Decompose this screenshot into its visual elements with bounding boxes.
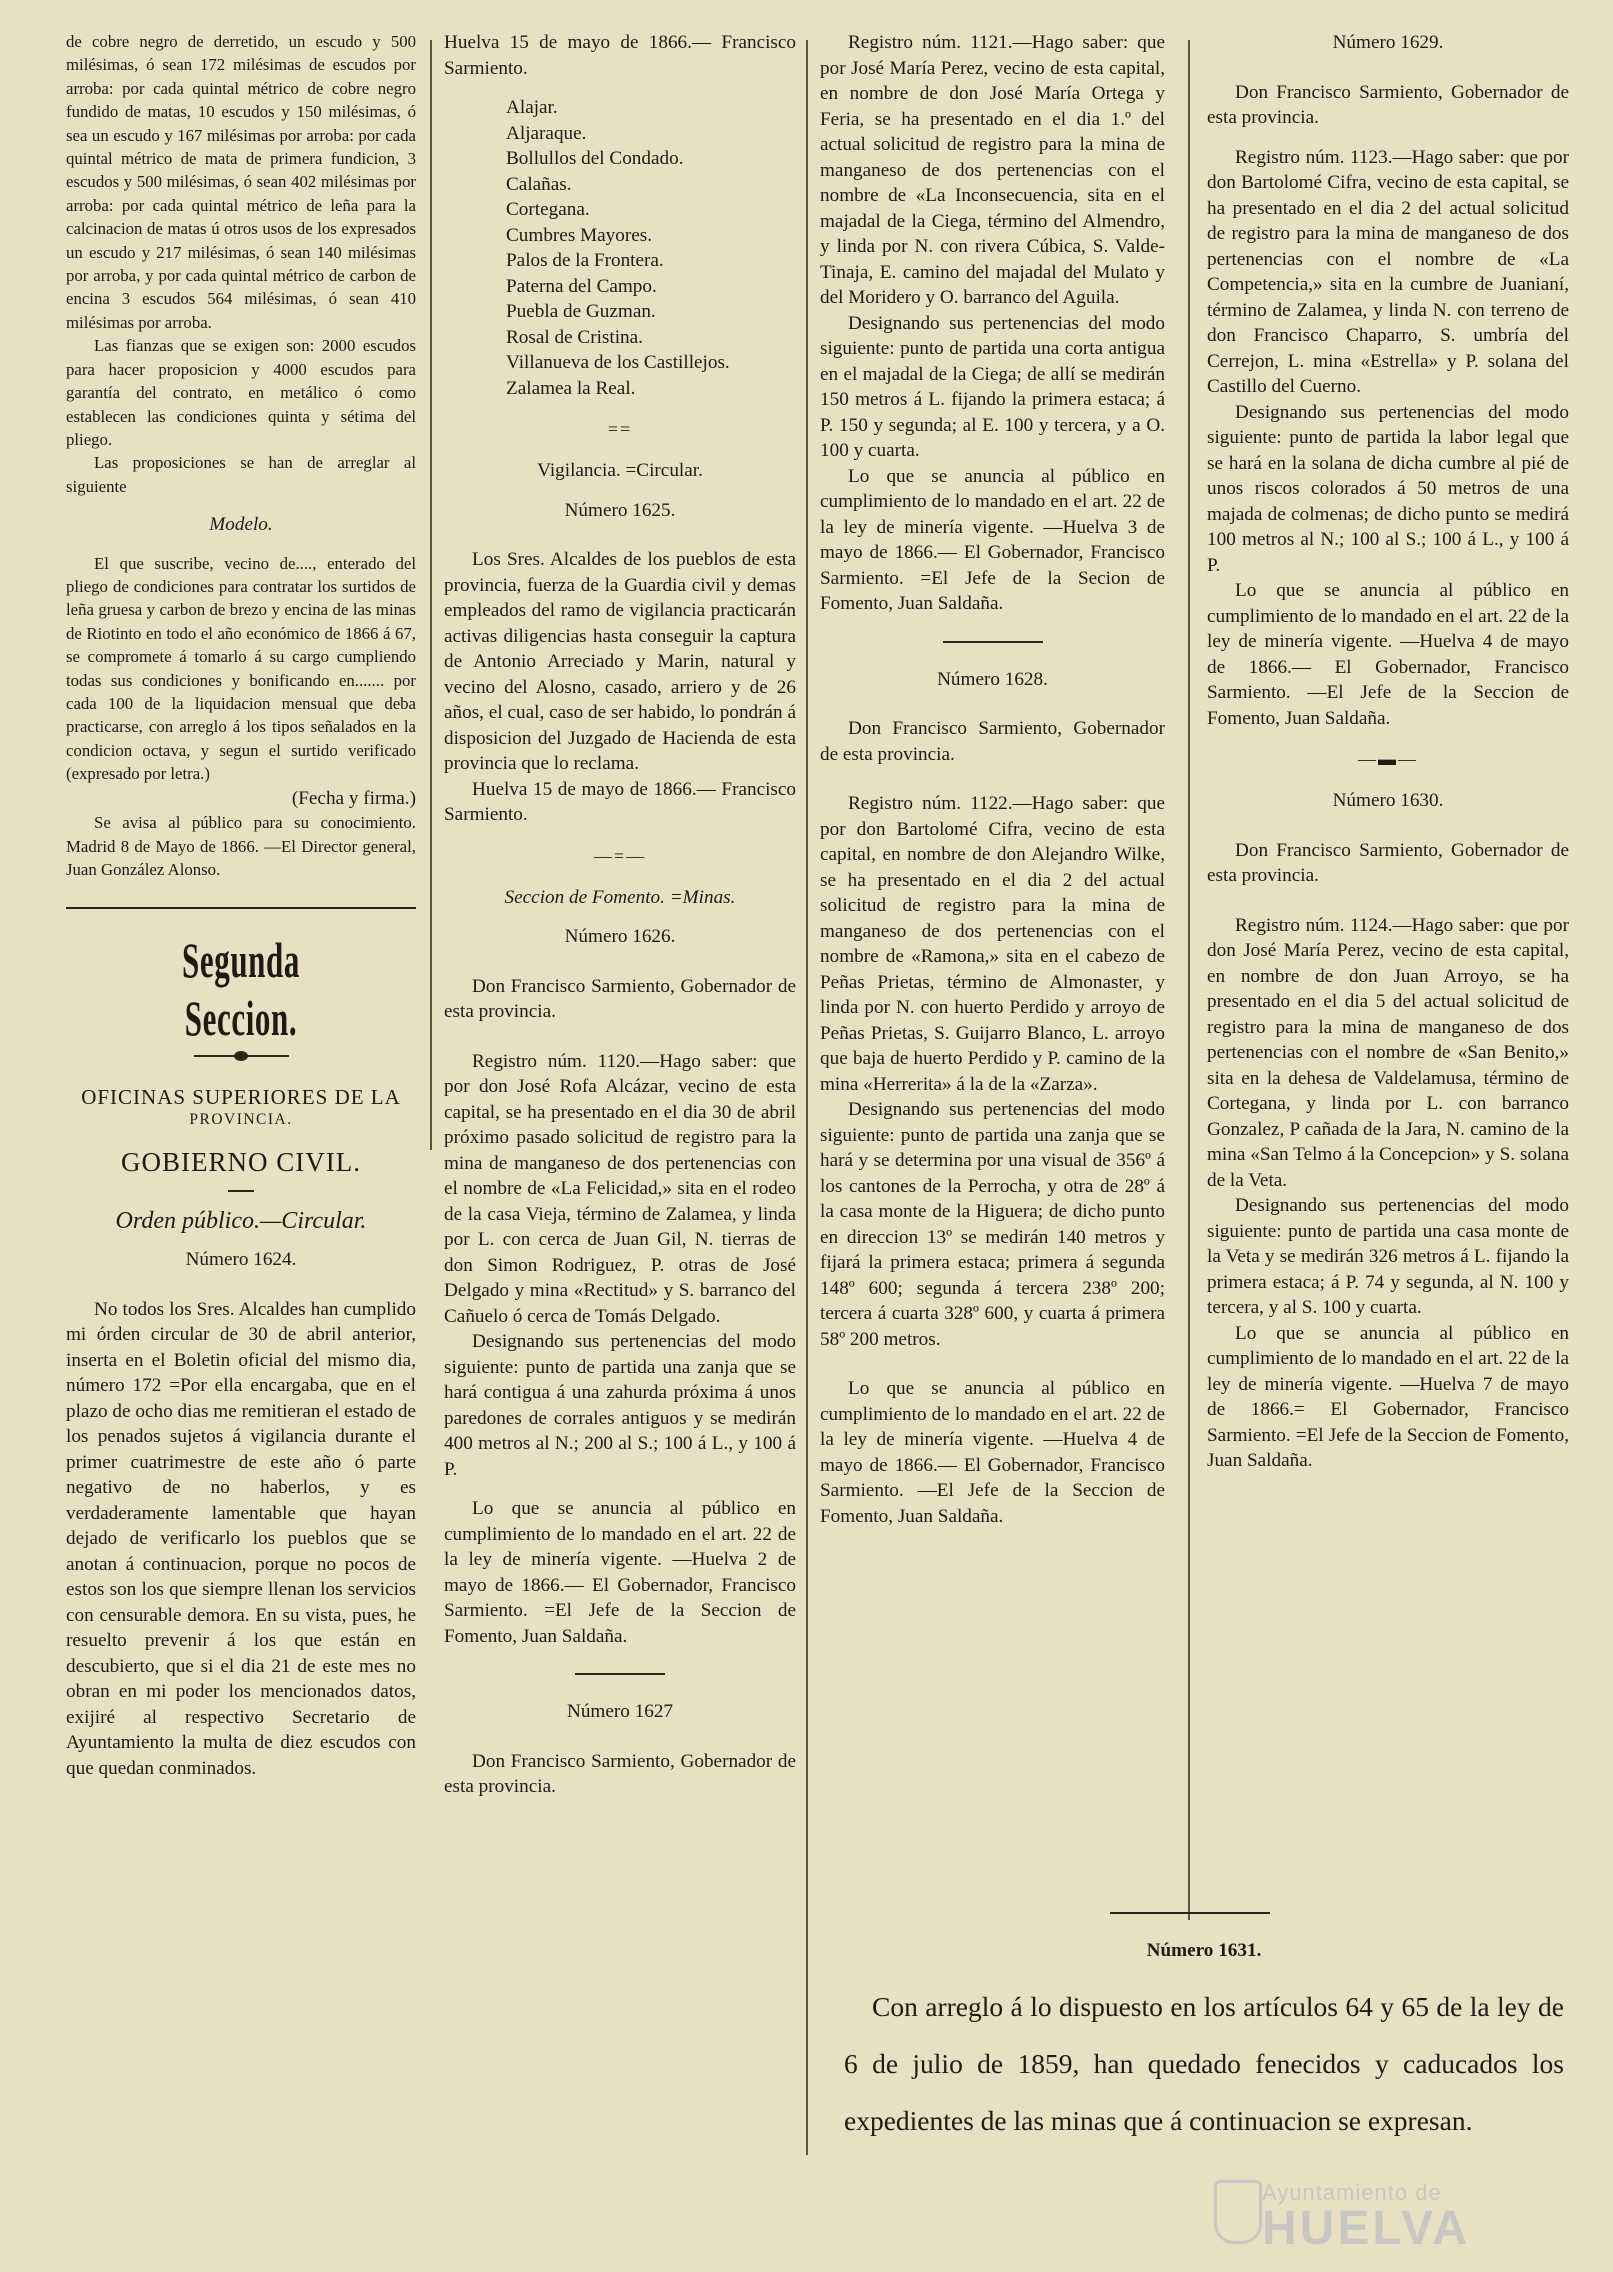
divider: [575, 1673, 665, 1675]
column-rule: [1188, 40, 1190, 1920]
gobernador-1626: Don Francisco Sarmiento, Gobernador de esta provincia.: [444, 975, 796, 1022]
numero-1629: Número 1629.: [1332, 32, 1444, 53]
anuncia-1124: Lo que se anuncia al público en cumplimiento de lo mandado en el art. 22 de la ley de minería vigente. —Huelva 7 de mayo de 1866.= El Gobernador, Francisco Sarmiento. =El Jefe de la Seccion de Fomento, Juan Saldaña.: [1207, 1322, 1569, 1471]
numero-1624: Número 1624.: [185, 1249, 297, 1271]
town-list-item: Cortegana.: [506, 199, 590, 220]
notice-1631: [844, 1938, 1564, 2149]
firma-1624: Huelva 15 de mayo de 1866.— Francisco Sarmiento.: [444, 32, 796, 79]
watermark: [1262, 2180, 1471, 2255]
oficinas-heading: OFICINAS SUPERIORES DE LA: [81, 1085, 401, 1110]
firma-1625: Huelva 15 de mayo de 1866.— Francisco Sarmiento.: [444, 778, 796, 825]
town-list-item: Puebla de Guzman.: [506, 301, 656, 322]
registro-1121: Registro núm. 1121.—Hago saber: que por José María Perez, vecino de esta capital, en nombre de don José María Ortega y Feria, se ha presentado en el dia 1.º del actual solicitud de registro para la mina de manganeso de dos pertenencias con el nombre de «La Inconsecuencia, sita en el majadal de la Ciega, término del Almendro, y linda por N. con rivera Cúbica, S. Valde-Tinaja, E. camino del majadal del Mulato y del Moridero y O. barranco del Aguila.: [820, 32, 1165, 308]
column-2: [444, 30, 796, 1800]
town-list-item: Palos de la Frontera.: [506, 250, 664, 271]
proposiciones-text: Las proposiciones se han de arreglar al siguiente: [66, 453, 416, 496]
anuncia-1123: Lo que se anuncia al público en cumplimiento de lo mandado en el art. 22 de la ley de minería vigente. —Huelva 4 de mayo de 1866.— El Gobernador, Francisco Sarmiento. —El Jefe de la Seccion de Fomento, Juan Saldaña.: [1207, 580, 1569, 729]
town-list-item: Zalamea la Real.: [506, 377, 636, 399]
designando-1120: Designando sus pertenencias del modo siguiente: punto de partida una zanja que se hará contigua á una zahurda próxima á unos paredones de corrales antiguos y se medirán 400 metros al N.; 200 al S.; 100 á L., y 100 á P.: [444, 1331, 796, 1480]
short-rule: [228, 1190, 254, 1192]
gobernador-1629: Don Francisco Sarmiento, Gobernador de esta provincia.: [1207, 81, 1569, 128]
column-3: [820, 30, 1165, 1529]
gobierno-heading: GOBIERNO CIVIL.: [121, 1147, 361, 1178]
fecha-firma: (Fecha y firma.): [291, 787, 416, 809]
town-list-item: Aljaraque.: [506, 122, 587, 144]
numero-1630: Número 1630.: [1332, 790, 1444, 811]
town-list-item: Alajar.: [506, 97, 558, 118]
column-4: [1207, 30, 1569, 1474]
divider: [943, 641, 1043, 643]
registro-1123: Registro núm. 1123.—Hago saber: que por don Bartolomé Cifra, vecino de esta capital, se ha presentado en el dia 2 del actual solicitud de registro para la mina de manganeso de dos pertenencias con el nombre de «La Competencia,» sita en la cumbre de Juanianí, término de Zalamea, y linda N. con terreno de don Francisco Chaparro, S. umbría del Cerrejon, L. mina «Estrella» y P. solana del Castillo del Cuerno.: [1207, 146, 1569, 397]
town-list-item: Villanueva de los Castillejos.: [506, 352, 730, 373]
town-list-item: Paterna del Campo.: [506, 275, 657, 297]
designando-1123: Designando sus pertenencias del modo siguiente: punto de partida la labor legal que se hará en la solana de dicha cumbre al pié de unos riscos colorados á 50 metros de una majada de colmenas; de dicho punto se medirá 100 metros al N.; 100 al S.; 100 á L., y 100 á P.: [1207, 401, 1569, 576]
designando-1124: Designando sus pertenencias del modo siguiente: punto de partida una casa monte de la Veta y se medirán 326 metros á L. fijando la primera estaca; á P. 74 y segunda, al N. 100 y tercera, y al S. 100 y cuarta.: [1207, 1195, 1569, 1318]
modelo-text: El que suscribe, vecino de...., enterado del pliego de condiciones para contratar los surtidos de leña gruesa y carbon de brezo y encina de las minas de Riotinto en todo el año económico de 1866 á 67, se compromete á tomarlo á su cargo cumpliendo todas sus condiciones y bonificando en....... por cada 100 de la liquidacion mensual que deba practicarse, con arreglo á los tipos señalados en la condicion octava, y segun el surtido verificado (expresado por letra.): [66, 553, 416, 784]
watermark-main: HUELVA: [1262, 2202, 1471, 2255]
town-list-item: Cumbres Mayores.: [506, 224, 653, 246]
section-title: Segunda Seccion.: [181, 932, 301, 1047]
watermark-top: Ayuntamiento de: [1262, 2180, 1442, 2205]
vigilancia-heading: Vigilancia. =Circular.: [537, 460, 703, 481]
texto-1625: Los Sres. Alcaldes de los pueblos de esta provincia, fuerza de la Guardia civil y demas empleados del ramo de vigilancia practicarán activas diligencias hasta conseguir la captura de Antonio Arreciado y Marin, natural y vecino del Alosno, casado, arriero y de 26 años, el cual, caso de ser habido, lo pondrán á disposicion del Juzgado de Hacienda de esta provincia que lo reclama.: [444, 549, 796, 774]
column-rule: [430, 40, 432, 1150]
gobernador-1627: Don Francisco Sarmiento, Gobernador de esta provincia.: [444, 1750, 796, 1797]
tarifa-text: de cobre negro de derretido, un escudo y 500 milésimas, ó sean 172 milésimas de escudos por arroba: por cada quintal métrico de cobre negro fundido de matas, 10 escudos y 150 milésimas, ó sea un escudo y 167 milésimas por arroba: por cada quintal métrico de mata de primera fundicion, 3 escudos y 500 milésimas, ó sean 402 milésimas por arroba: por cada quintal métrico de leña para la calcinacion de matas ú otros usos de los expresados un escudo y 217 milésimas, ó sean 140 milésimas por arroba, y por cada quintal métrico de carbon de encina 3 escudos 564 milésimas, ó sean 410 milésimas por arroba.: [66, 32, 416, 332]
separator: —=—: [593, 845, 647, 866]
column-1: [66, 30, 416, 1781]
numero-1626: Número 1626.: [564, 926, 676, 947]
provincia-heading: PROVINCIA.: [189, 1111, 293, 1129]
divider: [1110, 1912, 1270, 1914]
texto-1624: No todos los Sres. Alcaldes han cumplido mi órden circular de 30 de abril anterior, inserta en el Boletin oficial del mismo dia, número 172 =Por ella encargaba, que en el plazo de ocho dias me remitieran el estado de los penados sujetos á vigilancia durante el primer cuatrimestre de este año ó parte negativo de no haberlos, y es verdaderamente lamentable que hayan dejado de verificarlo los pueblos que se anotan á continuacion, porque no pocos de estos son los que siempre llenan los servicios con censurable demora. En su vista, pues, he resuelto prevenir á los que están en descubierto, que si el dia 21 de este mes no obran en mi poder los mencionados datos, exijiré al respectivo Secretario de Ayuntamiento la multa de diez escudos con que quedan conminados.: [66, 1298, 416, 1779]
separator: —▬—: [1358, 749, 1418, 769]
numero-1628: Número 1628.: [937, 668, 1048, 690]
fianzas-text: Las fianzas que se exigen son: 2000 escudos para hacer proposicion y 4000 escudos para garantía del contrato, en metálico ó como establecen las condiciones quinta y sétima del pliego.: [66, 336, 416, 449]
registro-1124: Registro núm. 1124.—Hago saber: que por don José María Perez, vecino de esta capital, en nombre de don Juan Arroyo, se ha presentado en el dia 5 del actual solicitud de registro para la mina de manganeso de dos pertenencias con el nombre de «San Benito,» sita en la dehesa de Valdelamusa, término de Cortegana, y linda por L. con barranco Gonzalez, P cañada de la Jara, N. camino de la mina «San Telmo á la Concepcion» y S. solana de la Veta.: [1207, 914, 1569, 1191]
numero-1627: Número 1627: [566, 1701, 674, 1722]
texto-1631: Con arreglo á lo dispuesto en los artículos 64 y 65 de la ley de 6 de julio de 1859, han quedado fenecidos y caducados los expedientes de las minas que á continuacion se expresan.: [844, 1990, 1564, 2136]
orden-heading: Orden público.—Circular.: [115, 1208, 367, 1235]
town-list-item: Rosal de Cristina.: [506, 326, 643, 348]
registro-1120: Registro núm. 1120.—Hago saber: que por don José Rofa Alcázar, vecino de esta capital, se ha presentado en el dia 30 de abril próximo pasado solicitud de registro para la mina de manganeso de dos pertenencias con el nombre de «La Felicidad,» sita en el rodeo de la casa Vieja, término de Zalamea, y linda por L. con cerca de Juan Gil, N. tierras de don Simon Rodriguez, P. otras de José Delgado y mina «Rectitud» y S. barranco del Cañuelo ó cerca de Tomás Delgado.: [444, 1050, 796, 1327]
gobernador-1628: Don Francisco Sarmiento, Gobernador de esta provincia.: [820, 718, 1165, 765]
town-list-item: Bollullos del Condado.: [506, 148, 684, 169]
city-seal-icon: [1214, 2180, 1262, 2244]
column-rule: [806, 40, 808, 2155]
designando-1121: Designando sus pertenencias del modo siguiente: punto de partida una corta antigua en el majadal de la Ciega; de allí se medirán 150 metros á L. fijando la primera estaca; á P. 150 y segunda; al E. 100 y tercera, y a O. 100 y cuarta.: [820, 312, 1165, 461]
numero-1631: Número 1631.: [1146, 1940, 1262, 1961]
fomento-heading: Seccion de Fomento. =Minas.: [504, 886, 736, 908]
gobernador-1630: Don Francisco Sarmiento, Gobernador de esta provincia.: [1207, 839, 1569, 886]
registro-1122: Registro núm. 1122.—Hago saber: que por don Bartolomé Cifra, vecino de esta capital, en nombre de don Alejandro Wilke, se ha presentado en el dia 2 del actual solicitud de registro para la mina de manganeso de dos pertenencias con el nombre de «Ramona,» sita en el cabezo de Peñas Prietas, término de Almonaster, y linda por N. con huerto Perdido y arroyo de Peñas Prietas, S. Guijarro Blanco, L. arroyo que baja de huerto Perdido y P. camino de la mina «Herrerita» á la de la «Zarza».: [820, 793, 1165, 1095]
designando-1122: Designando sus pertenencias del modo siguiente: punto de partida una zanja que se hará y se determina por una visual de 356º á los cantones de la Perrocha, y otra de 28º á la casa monte de la Higuera; de dicho punto en direccion 13º se medirán 140 metros y fijará la primera estaca; primera á segunda 148º 600; segunda á tercera 238º 200; tercera á cuarta 328º 600, y cuarta á primera 58º 200 metros.: [820, 1099, 1165, 1350]
ornament: [194, 1055, 289, 1057]
separator: ==: [607, 419, 633, 439]
numero-1625: Número 1625.: [564, 499, 676, 521]
anuncia-1121: Lo que se anuncia al público en cumplimiento de lo mandado en el art. 22 de la ley de minería vigente. —Huelva 3 de mayo de 1866.— El Gobernador, Francisco Sarmiento. =El Jefe de la Secion de Fomento, Juan Saldaña.: [820, 465, 1165, 614]
anuncia-1122: Lo que se anuncia al público en cumplimiento de lo mandado en el art. 22 de la ley de minería vigente. —Huelva 4 de mayo de 1866.— El Gobernador, Francisco Sarmiento. —El Jefe de la Seccion de Fomento, Juan Saldaña.: [820, 1378, 1165, 1527]
section-divider: [66, 907, 416, 909]
aviso-text: Se avisa al público para su conocimiento. Madrid 8 de Mayo de 1866. —El Director general, Juan González Alonso.: [66, 813, 416, 879]
modelo-title: Modelo.: [209, 514, 273, 536]
town-list-item: Calañas.: [506, 173, 572, 195]
anuncia-1120: Lo que se anuncia al público en cumplimiento de lo mandado en el art. 22 de la ley de minería vigente. —Huelva 2 de mayo de 1866.— El Gobernador, Francisco Sarmiento. =El Jefe de la Seccion de Fomento, Juan Saldaña.: [444, 1498, 796, 1647]
